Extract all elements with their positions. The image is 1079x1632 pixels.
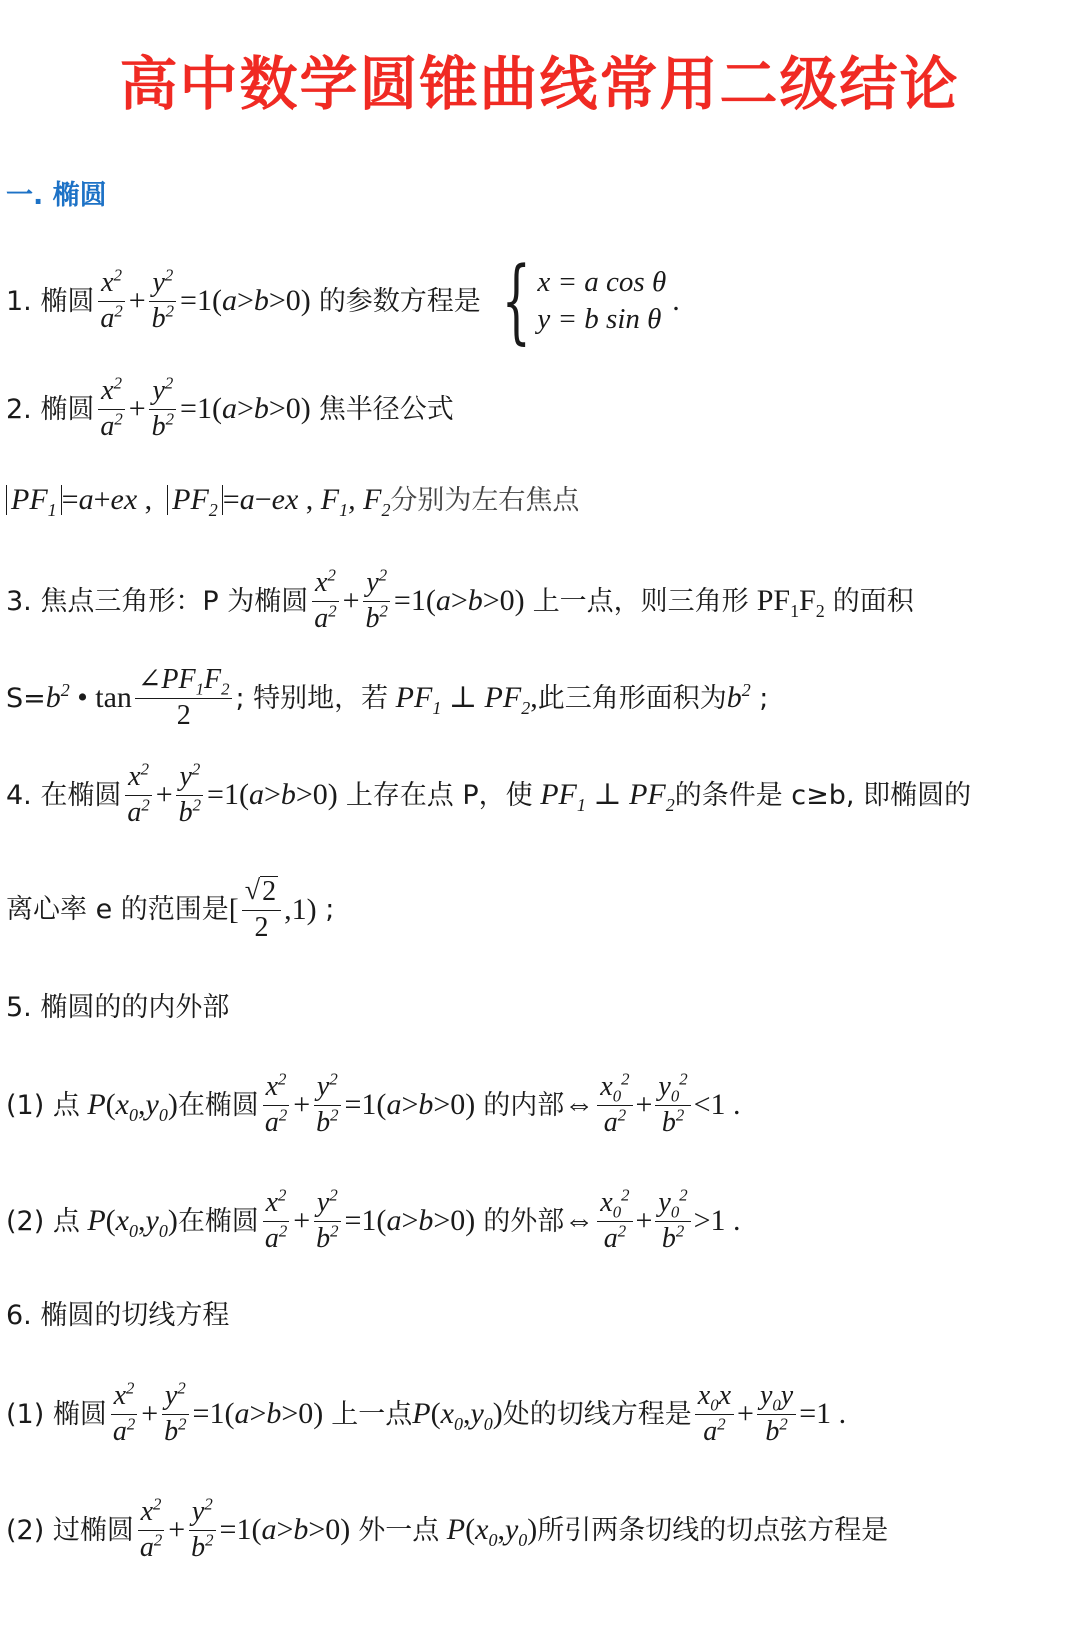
exterior-mid: 在椭圆: [177, 1205, 259, 1237]
fraction-x2-a2: $\frac{x^2}{a^2}$: [311, 568, 339, 635]
chord-mid: 外一点: [358, 1514, 440, 1546]
fraction-y0sq-b2: $\frac{y_0^2}{b^2}$: [655, 1188, 690, 1255]
fraction-x0sq-a2: $\frac{x_0^2}{a^2}$: [597, 1072, 632, 1139]
item-4-text: 上存在点 P，使: [345, 779, 533, 811]
fraction-y0sq-b2: $\frac{y_0^2}{b^2}$: [655, 1072, 690, 1139]
fraction-y2-b2: $\frac{y^2}{b^2}$: [161, 1381, 189, 1448]
fraction-x2-a2: $\frac{x^2}{a^2}$: [97, 268, 125, 335]
item-1-text: 的参数方程是: [318, 285, 481, 317]
fraction-x2-a2: $\frac{x^2}{a^2}$: [262, 1072, 290, 1139]
interior-mid: 在椭圆: [177, 1089, 259, 1121]
fraction-y2-b2: $\frac{y^2}{b^2}$: [176, 762, 204, 829]
item-5-1-interior: (1) 点 P ( $x_0$ , $y_0$ ) 在椭圆 $\frac{x^2}{a^2}$ + $\frac{y^2}{b^2}$ =1( a > b >0) 的内部 ⇔ $\frac{x_0^2}{a^2}$ + $\frac{y_0^2}{b^2}$ <1 .: [6, 1069, 741, 1138]
item-3-text: 上一点，则三角形: [532, 585, 749, 617]
section-heading-ellipse: 一. 椭圆: [6, 180, 107, 211]
area-special: 此三角形面积为: [537, 682, 727, 714]
focal-radius-note: 分别为左右焦点: [390, 484, 580, 516]
triangle-area-formula: S= $b^2$ • tan $\frac{\angle PF_1F_2}{2}$ ; 特别地，若 $PF_1$ ⊥ $PF_2$ , 此三角形面积为 $b^2$ ;: [6, 664, 769, 731]
item-5-heading: 5. 椭圆的的内外部: [6, 992, 230, 1023]
focal-radius-formula: $PF_1$ = a + ex , $PF_2$ = a − ex , $F_1$, $F_2$ 分别为左右焦点: [6, 485, 579, 515]
tangent-end: 处的切线方程是: [502, 1398, 692, 1430]
item-1-label: 1. 椭圆: [6, 285, 95, 317]
item-5-2-exterior: (2) 点 P ( $x_0$ , $y_0$ ) 在椭圆 $\frac{x^2}{a^2}$ + $\frac{y^2}{b^2}$ =1( a > b >0) 的外部 ⇔ $\frac{x_0^2}{a^2}$ + $\frac{y_0^2}{b^2}$ >1 .: [6, 1185, 741, 1254]
fraction-y2-b2: $\frac{y^2}{b^2}$: [363, 568, 391, 635]
item-4-label: 4. 在椭圆: [6, 779, 122, 811]
tangent-mid: 上一点: [331, 1398, 413, 1430]
item-4-existence: 4. 在椭圆 $\frac{x^2}{a^2}$ + $\frac{y^2}{b^2}$ =1( a > b >0) 上存在点 P，使 $PF_1$ ⊥ $PF_2$ 的条件是 c≥b, 即椭圆的: [6, 759, 972, 828]
param-y: y = b sin θ: [537, 303, 662, 335]
item-1-parametric: 1. 椭圆 $\frac{x^2}{a^2}$ + $\frac{y^2}{b^2}$ =1( a > b >0) 的参数方程是 { x = a cos θ y = b sin θ .: [6, 247, 680, 354]
area-note: ; 特别地，若: [235, 682, 389, 714]
item-6-1-tangent: (1) 椭圆 $\frac{x^2}{a^2}$ + $\frac{y^2}{b^2}$ =1( a > b >0) 上一点 P ( $x_0$ , $y_0$ ) 处的切线方程是 $\frac{x_0x}{a^2}$ + $\frac{y_0y}{b^2}$ =1 .: [6, 1378, 847, 1447]
fraction-angle-half: $\frac{\angle PF_1F_2}{2}$: [135, 665, 233, 732]
item-3-focal-triangle: 3. 焦点三角形：P 为椭圆 $\frac{x^2}{a^2}$ + $\frac{y^2}{b^2}$ =1( a > b >0) 上一点，则三角形 $PF_1F_2$ 的面积: [6, 565, 914, 634]
fraction-x2-a2: $\frac{x^2}{a^2}$: [262, 1188, 290, 1255]
item-6-2-chord-of-contact: (2) 过椭圆 $\frac{x^2}{a^2}$ + $\frac{y^2}{b^2}$ =1( a > b >0) 外一点 P ( $x_0$ , $y_0$ ) 所引两条切线的切点弦方程是: [6, 1494, 889, 1563]
param-x: x = a cos θ: [537, 266, 667, 298]
interior-label: (1) 点: [6, 1089, 80, 1121]
item-2-focal-radius: 2. 椭圆 $\frac{x^2}{a^2}$ + $\frac{y^2}{b^2}$ =1( a > b >0) 焦半径公式: [6, 373, 454, 442]
interior-end: 的内部: [483, 1089, 565, 1121]
chord-end: 所引两条切线的切点弦方程是: [537, 1514, 889, 1546]
item-4-end: 的条件是 c≥b, 即椭圆的: [674, 779, 972, 811]
eccentricity-label: 离心率 e 的范围是: [6, 894, 229, 926]
item-2-text: 焦半径公式: [318, 393, 454, 425]
fraction-x2-a2: $\frac{x^2}{a^2}$: [124, 762, 152, 829]
area-label: S=: [6, 682, 46, 714]
fraction-x2-a2: $\frac{x^2}{a^2}$: [137, 1497, 165, 1564]
eccentricity-range: 离心率 e 的范围是 [ √ 2 2 ,1) ;: [6, 875, 335, 943]
exterior-label: (2) 点: [6, 1205, 80, 1237]
fraction-sqrt2-over-2: √ 2 2: [242, 876, 281, 944]
parametric-system: { x = a cos θ y = b sin θ: [501, 247, 667, 354]
fraction-x2-a2: $\frac{x^2}{a^2}$: [97, 376, 125, 443]
page-title: 高中数学圆锥曲线常用二级结论: [119, 50, 960, 118]
fraction-x0sq-a2: $\frac{x_0^2}{a^2}$: [597, 1188, 632, 1255]
fraction-y2-b2: $\frac{y^2}{b^2}$: [313, 1072, 341, 1139]
item-2-label: 2. 椭圆: [6, 393, 95, 425]
exterior-end: 的外部: [483, 1205, 565, 1237]
chord-label: (2) 过椭圆: [6, 1514, 134, 1546]
fraction-x0x-a2: $\frac{x_0x}{a^2}$: [695, 1381, 734, 1448]
item-3-label: 3. 焦点三角形：P 为椭圆: [6, 585, 309, 617]
fraction-y2-b2: $\frac{y^2}{b^2}$: [313, 1188, 341, 1255]
item-3-end: 的面积: [832, 585, 914, 617]
fraction-y0y-b2: $\frac{y_0y}{b^2}$: [757, 1381, 796, 1448]
fraction-x2-a2: $\frac{x^2}{a^2}$: [110, 1381, 138, 1448]
fraction-y2-b2: $\frac{y^2}{b^2}$: [149, 268, 177, 335]
fraction-y2-b2: $\frac{y^2}{b^2}$: [149, 376, 177, 443]
item-6-heading: 6. 椭圆的切线方程: [6, 1300, 230, 1331]
tangent-label: (1) 椭圆: [6, 1398, 107, 1430]
fraction-y2-b2: $\frac{y^2}{b^2}$: [188, 1497, 216, 1564]
